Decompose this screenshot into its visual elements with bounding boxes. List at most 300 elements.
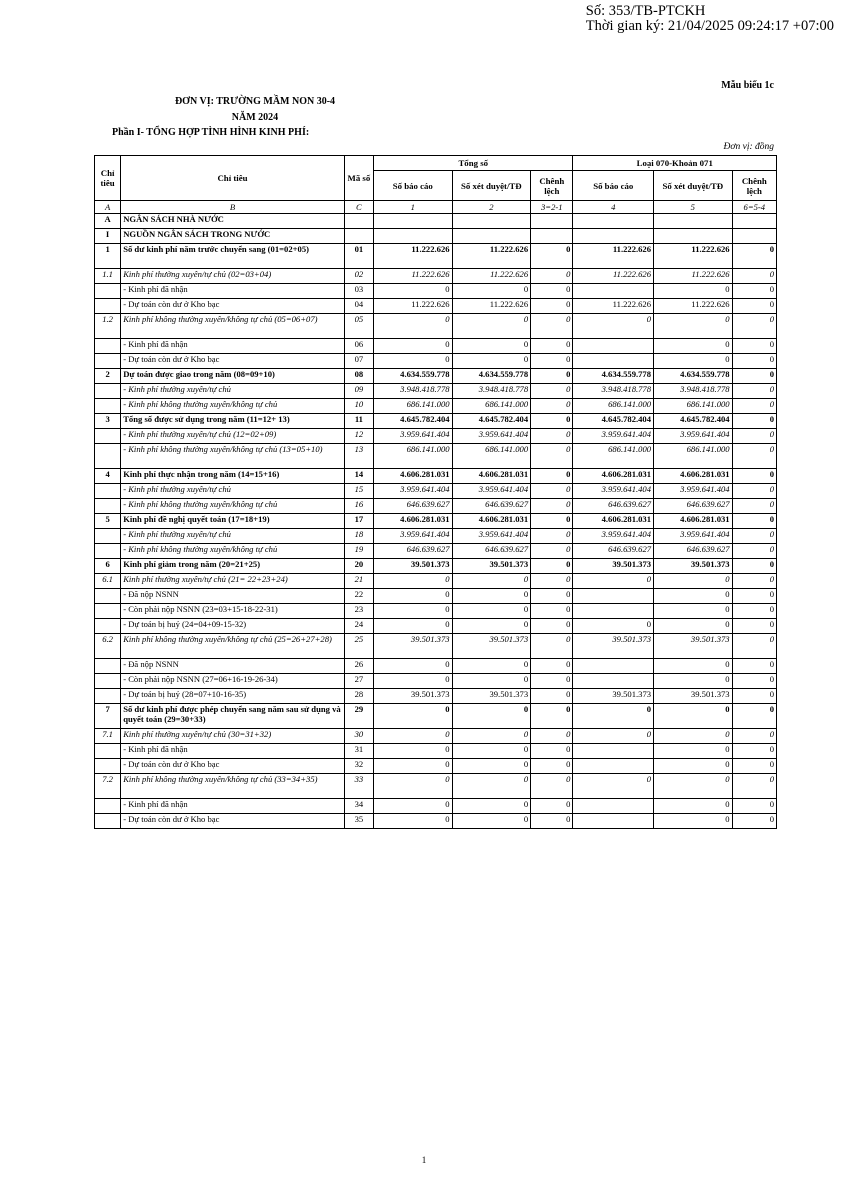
row-value: 646.639.627 xyxy=(452,544,531,559)
row-value: 0 xyxy=(452,814,531,829)
row-value: 39.501.373 xyxy=(573,689,654,704)
row-label: Kinh phí không thường xuyên/không tự chủ (25=26+27+28) xyxy=(121,634,345,659)
row-value: 0 xyxy=(732,384,776,399)
row-value: 39.501.373 xyxy=(654,689,733,704)
row-value: 0 xyxy=(654,759,733,774)
row-code: 35 xyxy=(344,814,373,829)
unit-name: ĐƠN VỊ: TRƯỜNG MẦM NON 30-4 xyxy=(174,96,336,107)
row-value: 0 xyxy=(531,369,573,384)
table-row xyxy=(95,339,777,354)
row-value: 0 xyxy=(452,774,531,799)
row-number: 6.1 xyxy=(95,574,121,589)
row-value xyxy=(732,229,776,244)
row-value: 0 xyxy=(531,484,573,499)
row-value: 0 xyxy=(452,574,531,589)
column-index-row xyxy=(95,201,777,214)
table-row xyxy=(95,604,777,619)
row-value: 0 xyxy=(374,814,453,829)
row-label: - Dự toán còn dư ở Kho bạc xyxy=(121,299,345,314)
row-value: 0 xyxy=(732,529,776,544)
part-title: Phần I- TỔNG HỢP TÌNH HÌNH KINH PHÍ: xyxy=(112,127,310,138)
row-value: 0 xyxy=(374,744,453,759)
table-row xyxy=(95,544,777,559)
row-value: 0 xyxy=(732,799,776,814)
funding-summary-table xyxy=(94,155,777,829)
row-code: 15 xyxy=(344,484,373,499)
row-value: 0 xyxy=(573,619,654,634)
index-cell: 3=2-1 xyxy=(531,201,573,214)
row-value: 0 xyxy=(531,604,573,619)
row-value: 0 xyxy=(732,339,776,354)
row-number xyxy=(95,589,121,604)
row-value: 0 xyxy=(654,284,733,299)
row-label: - Kinh phí đã nhận xyxy=(121,284,345,299)
row-number: 2 xyxy=(95,369,121,384)
row-label: - Đã nộp NSNN xyxy=(121,589,345,604)
row-value: 39.501.373 xyxy=(452,559,531,574)
row-value: 0 xyxy=(732,484,776,499)
row-value: 0 xyxy=(732,314,776,339)
row-value: 0 xyxy=(531,659,573,674)
row-value: 4.606.281.031 xyxy=(573,469,654,484)
row-label: - Kinh phí đã nhận xyxy=(121,339,345,354)
row-value: 0 xyxy=(654,574,733,589)
row-value: 39.501.373 xyxy=(374,634,453,659)
table-row xyxy=(95,369,777,384)
row-code: 27 xyxy=(344,674,373,689)
row-value: 0 xyxy=(732,589,776,604)
row-label: Kinh phí giảm trong năm (20=21+25) xyxy=(121,559,345,574)
table-row xyxy=(95,354,777,369)
row-value xyxy=(573,229,654,244)
row-number: 4 xyxy=(95,469,121,484)
row-value: 0 xyxy=(531,674,573,689)
row-value: 3.959.641.404 xyxy=(573,529,654,544)
row-number xyxy=(95,659,121,674)
row-value: 0 xyxy=(732,704,776,729)
row-value xyxy=(531,214,573,229)
row-value: 0 xyxy=(531,729,573,744)
table-row xyxy=(95,269,777,284)
row-code: 24 xyxy=(344,619,373,634)
row-code: 30 xyxy=(344,729,373,744)
header-tong-so: Tổng số xyxy=(374,156,573,171)
row-value: 0 xyxy=(531,429,573,444)
row-label: Số dư kinh phí năm trước chuyển sang (01=02+05) xyxy=(121,244,345,269)
row-value: 0 xyxy=(732,744,776,759)
row-label: - Còn phải nộp NSNN (27=06+16-19-26-34) xyxy=(121,674,345,689)
table-row xyxy=(95,384,777,399)
table-row xyxy=(95,244,777,269)
row-value: 0 xyxy=(374,774,453,799)
row-value: 11.222.626 xyxy=(573,299,654,314)
row-number xyxy=(95,384,121,399)
row-value: 0 xyxy=(374,339,453,354)
row-code: 02 xyxy=(344,269,373,284)
row-number xyxy=(95,759,121,774)
index-cell: 1 xyxy=(374,201,453,214)
row-value: 3.948.418.778 xyxy=(654,384,733,399)
row-value: 3.948.418.778 xyxy=(452,384,531,399)
row-value: 4.634.559.778 xyxy=(654,369,733,384)
row-value: 11.222.626 xyxy=(654,299,733,314)
row-value: 4.606.281.031 xyxy=(573,514,654,529)
table-row xyxy=(95,499,777,514)
index-cell: 5 xyxy=(654,201,733,214)
row-value: 0 xyxy=(573,774,654,799)
row-value: 686.141.000 xyxy=(573,444,654,469)
header-so-xet-duyet: Số xét duyệt/TĐ xyxy=(654,171,733,201)
row-value: 0 xyxy=(374,619,453,634)
row-number xyxy=(95,814,121,829)
row-value: 646.639.627 xyxy=(573,544,654,559)
row-value xyxy=(531,229,573,244)
row-value: 0 xyxy=(732,559,776,574)
table-row xyxy=(95,559,777,574)
row-value: 0 xyxy=(374,759,453,774)
row-value: 0 xyxy=(654,744,733,759)
row-value: 0 xyxy=(531,284,573,299)
row-value: 11.222.626 xyxy=(374,299,453,314)
row-value: 0 xyxy=(654,704,733,729)
row-value: 0 xyxy=(452,339,531,354)
row-number xyxy=(95,674,121,689)
row-value: 0 xyxy=(732,414,776,429)
row-value: 646.639.627 xyxy=(573,499,654,514)
row-value: 4.645.782.404 xyxy=(654,414,733,429)
row-value: 4.645.782.404 xyxy=(452,414,531,429)
row-label: - Đã nộp NSNN xyxy=(121,659,345,674)
row-value: 686.141.000 xyxy=(452,444,531,469)
row-value: 4.606.281.031 xyxy=(374,469,453,484)
row-value xyxy=(573,814,654,829)
row-label: Dự toán được giao trong năm (08=09+10) xyxy=(121,369,345,384)
row-label: - Kinh phí không thường xuyên/không tự chủ xyxy=(121,544,345,559)
row-value: 4.634.559.778 xyxy=(374,369,453,384)
row-label: Tổng số được sử dụng trong năm (11=12+ 13) xyxy=(121,414,345,429)
row-code xyxy=(344,229,373,244)
header-chenh-lech: Chênh lệch xyxy=(732,171,776,201)
row-value: 0 xyxy=(531,704,573,729)
row-code: 22 xyxy=(344,589,373,604)
row-code: 08 xyxy=(344,369,373,384)
row-value: 0 xyxy=(732,544,776,559)
header-chi-tieu-no: Chỉ tiêu xyxy=(95,156,121,201)
row-value xyxy=(573,284,654,299)
row-value: 686.141.000 xyxy=(374,399,453,414)
row-number: 1.2 xyxy=(95,314,121,339)
row-value: 0 xyxy=(732,244,776,269)
header-so-xet-duyet: Số xét duyệt/TĐ xyxy=(452,171,531,201)
row-value: 4.606.281.031 xyxy=(654,469,733,484)
row-number xyxy=(95,429,121,444)
row-value xyxy=(452,229,531,244)
table-row xyxy=(95,774,777,799)
table-row xyxy=(95,634,777,659)
row-value: 0 xyxy=(732,689,776,704)
row-number: 3 xyxy=(95,414,121,429)
row-value: 0 xyxy=(452,659,531,674)
index-cell: A xyxy=(95,201,121,214)
row-value: 4.634.559.778 xyxy=(573,369,654,384)
index-cell: 4 xyxy=(573,201,654,214)
row-label: - Dự toán còn dư ở Kho bạc xyxy=(121,814,345,829)
row-label: - Dự toán bị huỷ (24=04+09-15-32) xyxy=(121,619,345,634)
report-year: NĂM 2024 xyxy=(231,112,279,123)
row-value: 39.501.373 xyxy=(654,634,733,659)
row-number: 5 xyxy=(95,514,121,529)
row-number xyxy=(95,339,121,354)
row-number: 7.1 xyxy=(95,729,121,744)
row-value: 0 xyxy=(573,314,654,339)
row-value: 0 xyxy=(732,729,776,744)
row-value: 11.222.626 xyxy=(374,269,453,284)
row-value: 0 xyxy=(732,774,776,799)
row-code: 29 xyxy=(344,704,373,729)
row-value xyxy=(732,214,776,229)
row-value: 0 xyxy=(531,529,573,544)
row-value: 3.948.418.778 xyxy=(573,384,654,399)
row-value: 0 xyxy=(452,759,531,774)
page-number: 1 xyxy=(421,1155,427,1165)
row-value: 0 xyxy=(374,674,453,689)
row-value: 3.959.641.404 xyxy=(654,484,733,499)
row-value: 0 xyxy=(732,634,776,659)
row-value: 39.501.373 xyxy=(452,634,531,659)
table-row xyxy=(95,704,777,729)
table-row xyxy=(95,214,777,229)
row-code: 32 xyxy=(344,759,373,774)
row-value: 0 xyxy=(374,704,453,729)
row-value: 0 xyxy=(732,269,776,284)
row-value: 0 xyxy=(732,284,776,299)
row-label: - Kinh phí không thường xuyên/không tự chủ (13=05+10) xyxy=(121,444,345,469)
row-value: 0 xyxy=(654,589,733,604)
row-value: 0 xyxy=(531,314,573,339)
row-value: 0 xyxy=(531,384,573,399)
row-value: 686.141.000 xyxy=(654,444,733,469)
row-value xyxy=(374,214,453,229)
row-label: - Kinh phí không thường xuyên/không tự chủ xyxy=(121,499,345,514)
row-value: 0 xyxy=(531,619,573,634)
row-value: 11.222.626 xyxy=(374,244,453,269)
row-label: - Kinh phí không thường xuyên/không tự chủ xyxy=(121,399,345,414)
row-value: 4.606.281.031 xyxy=(374,514,453,529)
row-value: 0 xyxy=(452,604,531,619)
row-value: 0 xyxy=(732,574,776,589)
row-value: 39.501.373 xyxy=(374,689,453,704)
row-code: 23 xyxy=(344,604,373,619)
row-code: 33 xyxy=(344,774,373,799)
row-value: 646.639.627 xyxy=(374,544,453,559)
row-value: 0 xyxy=(654,604,733,619)
table-row xyxy=(95,314,777,339)
row-value: 3.959.641.404 xyxy=(452,484,531,499)
row-code: 17 xyxy=(344,514,373,529)
row-label: - Kinh phí thường xuyên/tự chủ xyxy=(121,484,345,499)
row-value: 686.141.000 xyxy=(654,399,733,414)
table-row xyxy=(95,759,777,774)
row-value: 0 xyxy=(732,399,776,414)
row-code: 03 xyxy=(344,284,373,299)
row-value: 0 xyxy=(732,619,776,634)
row-value xyxy=(573,799,654,814)
index-cell: B xyxy=(121,201,345,214)
row-value: 0 xyxy=(374,284,453,299)
row-code: 21 xyxy=(344,574,373,589)
row-value xyxy=(573,604,654,619)
row-value: 0 xyxy=(732,514,776,529)
row-value xyxy=(654,229,733,244)
row-value: 0 xyxy=(374,729,453,744)
form-code: Mẫu biểu 1c xyxy=(721,80,774,91)
row-value: 0 xyxy=(531,399,573,414)
row-number: I xyxy=(95,229,121,244)
header-loai: Loại 070-Khoản 071 xyxy=(573,156,777,171)
row-number xyxy=(95,799,121,814)
row-value: 3.959.641.404 xyxy=(374,484,453,499)
row-code: 07 xyxy=(344,354,373,369)
table-body xyxy=(95,214,777,829)
row-code: 34 xyxy=(344,799,373,814)
row-value: 11.222.626 xyxy=(452,299,531,314)
table-row xyxy=(95,414,777,429)
row-value: 39.501.373 xyxy=(573,634,654,659)
table-row xyxy=(95,484,777,499)
row-label: - Dự toán còn dư ở Kho bạc xyxy=(121,354,345,369)
row-value: 3.959.641.404 xyxy=(573,484,654,499)
row-value: 0 xyxy=(531,759,573,774)
row-number xyxy=(95,499,121,514)
header-so-bao-cao: Số báo cáo xyxy=(573,171,654,201)
row-number: A xyxy=(95,214,121,229)
row-value: 11.222.626 xyxy=(654,244,733,269)
row-value: 4.606.281.031 xyxy=(452,469,531,484)
table-row xyxy=(95,299,777,314)
row-label: Kinh phí không thường xuyên/không tự chủ (33=34+35) xyxy=(121,774,345,799)
row-number xyxy=(95,529,121,544)
row-value: 646.639.627 xyxy=(654,499,733,514)
row-value xyxy=(573,589,654,604)
row-value: 0 xyxy=(654,314,733,339)
index-cell: 6=5-4 xyxy=(732,201,776,214)
row-value: 0 xyxy=(732,299,776,314)
row-label: - Dự toán còn dư ở Kho bạc xyxy=(121,759,345,774)
row-value: 39.501.373 xyxy=(573,559,654,574)
table-row xyxy=(95,444,777,469)
row-number xyxy=(95,299,121,314)
row-code: 28 xyxy=(344,689,373,704)
table-row xyxy=(95,674,777,689)
row-value: 646.639.627 xyxy=(452,499,531,514)
row-value: 3.948.418.778 xyxy=(374,384,453,399)
row-value: 0 xyxy=(732,659,776,674)
row-value xyxy=(374,229,453,244)
row-number xyxy=(95,484,121,499)
row-value: 3.959.641.404 xyxy=(654,529,733,544)
row-value: 11.222.626 xyxy=(452,244,531,269)
row-value: 0 xyxy=(531,339,573,354)
row-value: 0 xyxy=(531,444,573,469)
row-value: 0 xyxy=(374,354,453,369)
row-value: 11.222.626 xyxy=(573,269,654,284)
row-value: 0 xyxy=(374,659,453,674)
table-row xyxy=(95,689,777,704)
row-code: 13 xyxy=(344,444,373,469)
row-value: 0 xyxy=(531,514,573,529)
table-row xyxy=(95,659,777,674)
digital-signature-block xyxy=(586,4,834,34)
row-value: 0 xyxy=(531,354,573,369)
row-value: 0 xyxy=(452,589,531,604)
row-value: 0 xyxy=(654,354,733,369)
row-value: 0 xyxy=(374,604,453,619)
row-number xyxy=(95,399,121,414)
row-value: 0 xyxy=(732,369,776,384)
row-value: 0 xyxy=(452,314,531,339)
row-value: 4.606.281.031 xyxy=(654,514,733,529)
table-row xyxy=(95,469,777,484)
row-value xyxy=(452,214,531,229)
row-label: Kinh phí không thường xuyên/không tự chủ (05=06+07) xyxy=(121,314,345,339)
row-number: 1.1 xyxy=(95,269,121,284)
row-value: 3.959.641.404 xyxy=(654,429,733,444)
document-number: Số: 353/TB-PTCKH xyxy=(585,3,706,19)
row-value xyxy=(573,354,654,369)
header-chenh-lech: Chênh lệch xyxy=(531,171,573,201)
row-value: 0 xyxy=(531,269,573,284)
table-row xyxy=(95,814,777,829)
row-value: 686.141.000 xyxy=(374,444,453,469)
row-label: Kinh phí thường xuyên/tự chủ (30=31+32) xyxy=(121,729,345,744)
table-row xyxy=(95,284,777,299)
row-code: 06 xyxy=(344,339,373,354)
row-value: 0 xyxy=(732,604,776,619)
row-value: 0 xyxy=(531,244,573,269)
row-value: 646.639.627 xyxy=(374,499,453,514)
row-value: 0 xyxy=(732,444,776,469)
row-value: 0 xyxy=(452,744,531,759)
row-value: 0 xyxy=(654,814,733,829)
row-value: 0 xyxy=(374,589,453,604)
row-code: 11 xyxy=(344,414,373,429)
row-label: Số dư kinh phí được phép chuyển sang năm sau sử dụng và quyết toán (29=30+33) xyxy=(121,704,345,729)
table-row xyxy=(95,399,777,414)
row-value: 0 xyxy=(732,499,776,514)
row-value: 0 xyxy=(654,799,733,814)
table-row xyxy=(95,429,777,444)
table-row xyxy=(95,799,777,814)
row-number: 6 xyxy=(95,559,121,574)
header-chi-tieu: Chỉ tiêu xyxy=(121,156,345,201)
row-value: 0 xyxy=(531,414,573,429)
row-code: 01 xyxy=(344,244,373,269)
row-number xyxy=(95,689,121,704)
row-value: 0 xyxy=(452,284,531,299)
row-code: 19 xyxy=(344,544,373,559)
row-value: 0 xyxy=(531,589,573,604)
row-value: 0 xyxy=(573,704,654,729)
row-label: - Kinh phí thường xuyên/tự chủ xyxy=(121,384,345,399)
row-value: 4.645.782.404 xyxy=(573,414,654,429)
row-value: 0 xyxy=(654,619,733,634)
row-value xyxy=(654,214,733,229)
row-number xyxy=(95,444,121,469)
row-value: 0 xyxy=(452,704,531,729)
row-number xyxy=(95,604,121,619)
row-code: 26 xyxy=(344,659,373,674)
row-number xyxy=(95,354,121,369)
